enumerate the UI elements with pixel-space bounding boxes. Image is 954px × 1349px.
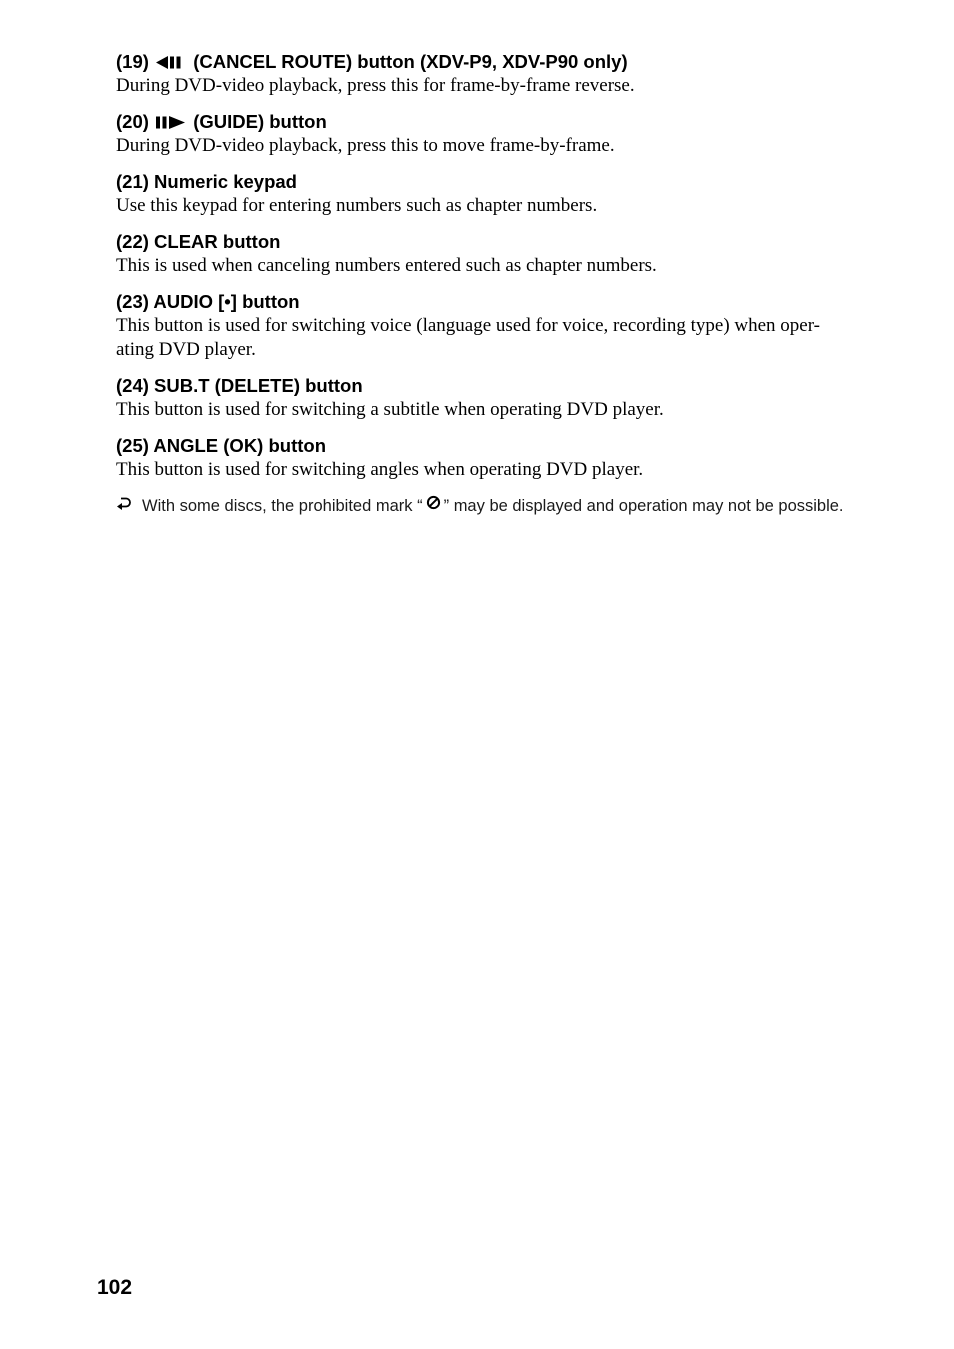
item-description: This button is used for switching angles when operating DVD player.: [116, 459, 644, 480]
note: [116, 495, 880, 518]
item-number: (23): [116, 291, 149, 312]
item-title: (CANCEL ROUTE) button (XDV-P9, XDV-P90 only): [193, 51, 628, 72]
description-line: This button is used for switching voice (language used for voice, recording type) when oper-: [116, 315, 821, 336]
item-heading: [116, 374, 880, 398]
item-title: Numeric keypad: [154, 171, 297, 192]
item-24: [116, 374, 880, 422]
note-text-before: With some discs, the prohibited mark “: [142, 496, 423, 515]
item-title: ANGLE (OK) button: [153, 435, 326, 456]
item-heading: [116, 230, 880, 254]
manual-content: [116, 50, 880, 518]
prohibited-mark-icon: [426, 495, 441, 515]
item-number: (19): [116, 51, 149, 72]
frame-reverse-icon: [156, 56, 186, 69]
item-description: This button is used for switching a subtitle when operating DVD player.: [116, 399, 664, 420]
item-23: [116, 290, 880, 362]
item-heading: [116, 110, 880, 134]
item-description: Use this keypad for entering numbers such as chapter numbers.: [116, 195, 598, 216]
page-number: 102: [97, 1276, 133, 1299]
item-description: This is used when canceling numbers entered such as chapter numbers.: [116, 255, 657, 276]
item-heading: [116, 434, 880, 458]
item-number: (20): [116, 111, 149, 132]
item-number: (22): [116, 231, 149, 252]
item-heading: [116, 50, 880, 74]
item-description: During DVD-video playback, press this for frame-by-frame reverse.: [116, 75, 635, 96]
note-arrow-icon: [116, 496, 134, 514]
note-text-after: ” may be displayed and operation may not be possible.: [443, 496, 844, 515]
item-21: [116, 170, 880, 218]
item-25: [116, 434, 880, 482]
item-19: [116, 50, 880, 98]
item-22: [116, 230, 880, 278]
frame-advance-icon: [156, 116, 186, 129]
item-description: During DVD-video playback, press this to move frame-by-frame.: [116, 135, 615, 156]
item-heading: [116, 290, 880, 314]
description-line: ating DVD player.: [116, 339, 256, 360]
item-number: (21): [116, 171, 149, 192]
item-number: (25): [116, 435, 149, 456]
item-title: CLEAR button: [154, 231, 281, 252]
item-20: [116, 110, 880, 158]
item-title: AUDIO [•] button: [153, 291, 300, 312]
item-number: (24): [116, 375, 149, 396]
item-heading: [116, 170, 880, 194]
item-title: SUB.T (DELETE) button: [154, 375, 363, 396]
item-description: [116, 314, 880, 362]
item-title: (GUIDE) button: [193, 111, 327, 132]
